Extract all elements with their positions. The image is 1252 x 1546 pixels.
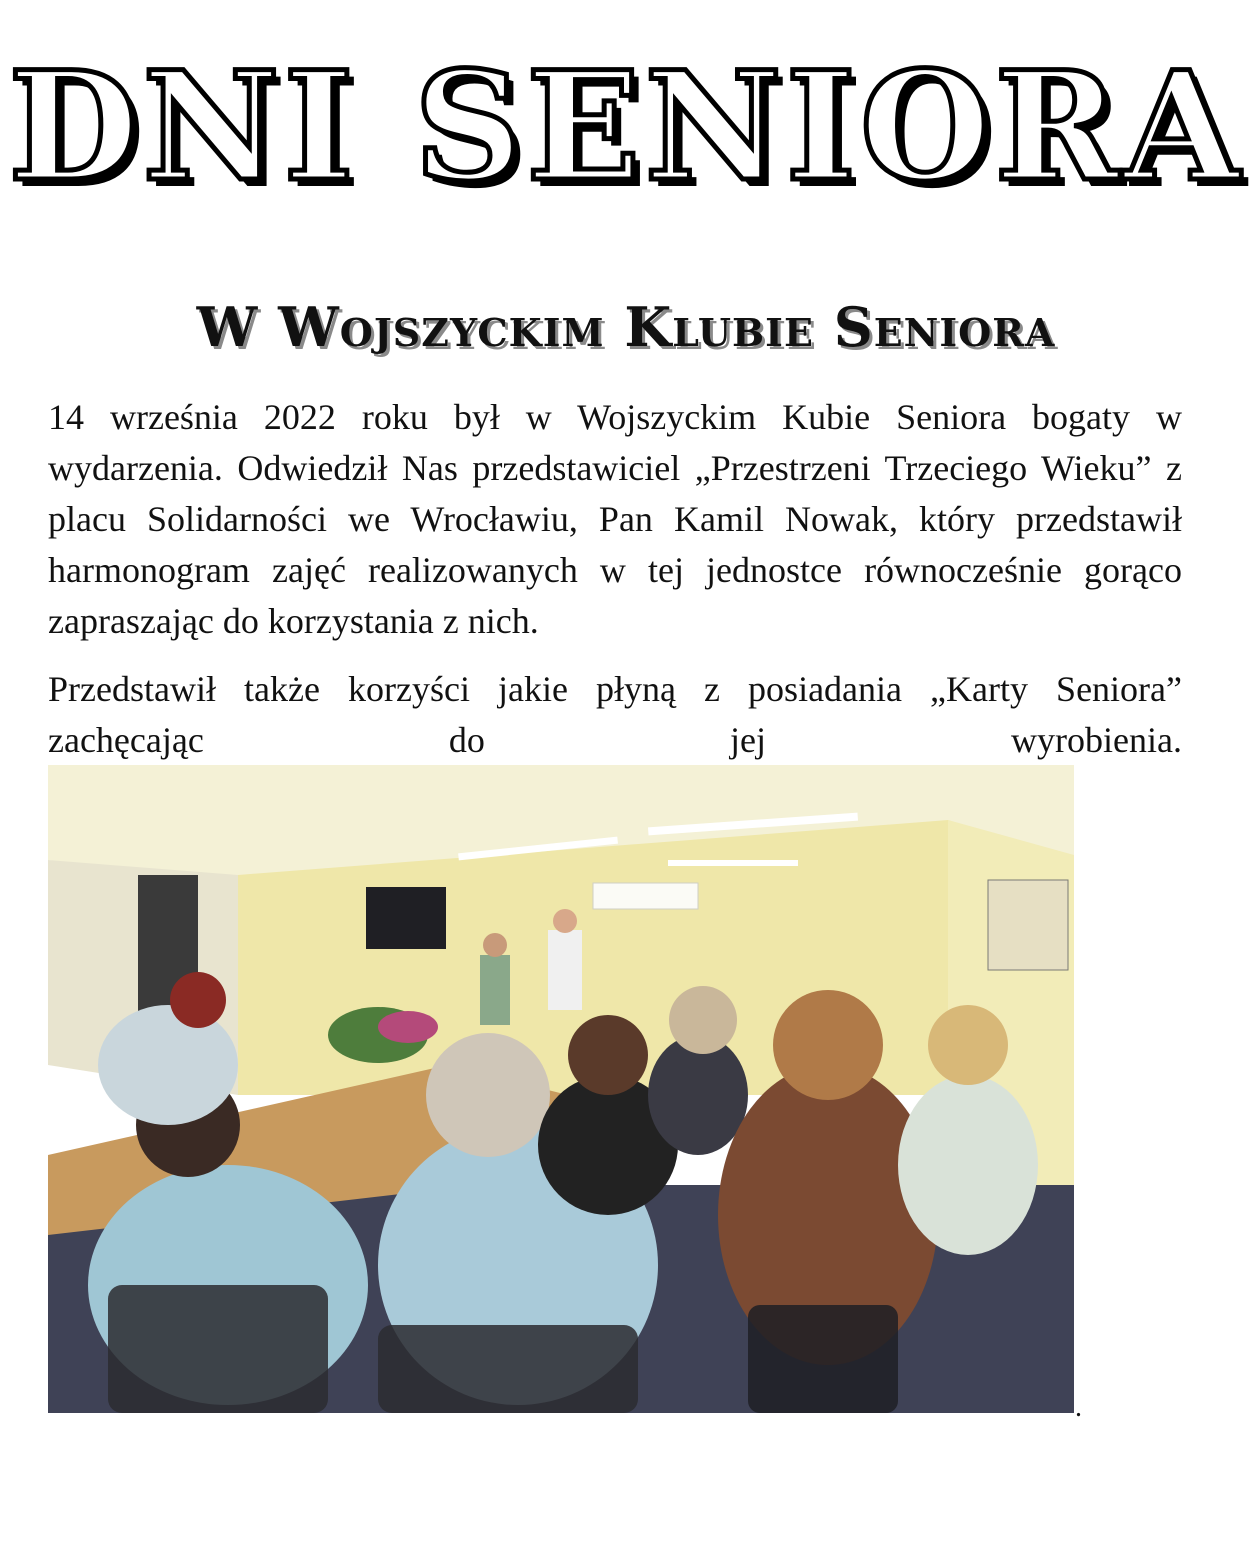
- page-subtitle: W Wojszyckim Klubie Seniora: [196, 295, 1056, 359]
- article-paragraph-1: 14 września 2022 roku był w Wojszyckim Kubie Seniora bogaty w wydarzenia. Odwiedził Nas przedstawiciel „Przestrzeni Trzeciego Wieku” z placu Solidarności we Wrocławiu, Pan Kamil Nowak, który przedstawił harmonogram zajęć realizowanych w tej jednostce równocześnie gorąco zapraszając do korzystania z nich.: [48, 397, 1182, 641]
- article-paragraph-2: Przedstawił także korzyści jakie płyną z posiadania „Karty Seniora” zachęcając do jej wyrobienia.: [48, 669, 1182, 760]
- page-title: DNI SENIORA: [8, 39, 1244, 215]
- trailing-mark: .: [1075, 1392, 1082, 1423]
- event-photo: [48, 765, 1074, 1413]
